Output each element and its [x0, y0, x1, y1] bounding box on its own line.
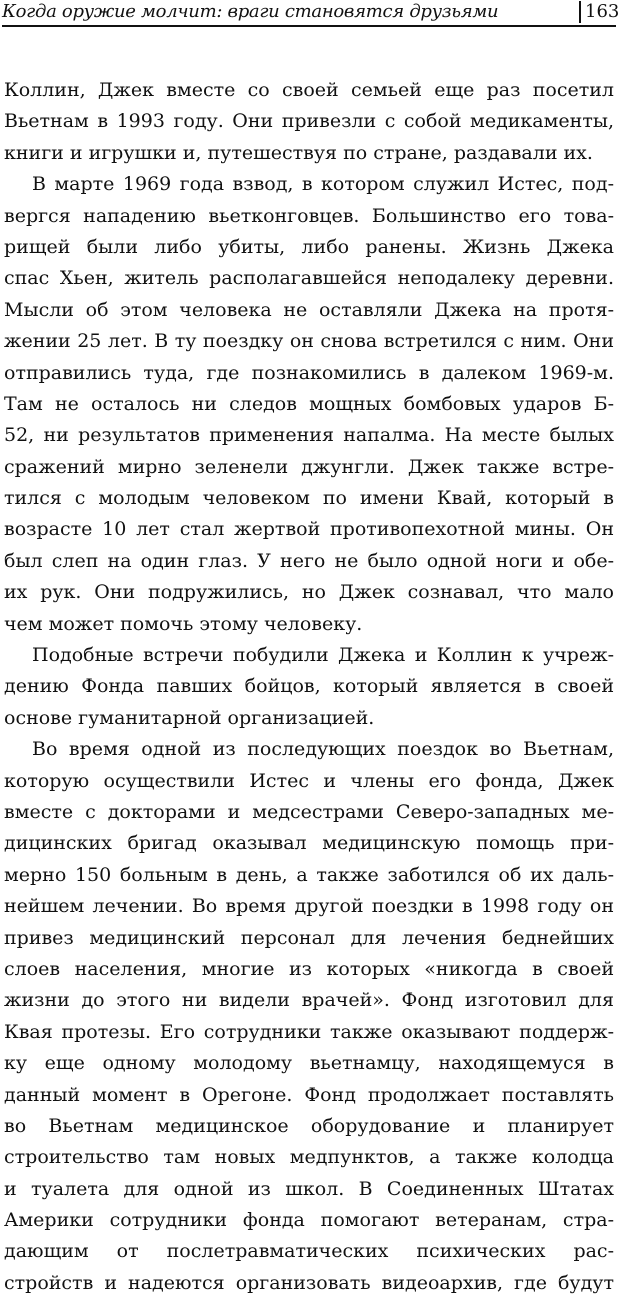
page-number: 163 — [585, 1, 620, 22]
text-line: рищей были либо убиты, либо ранены. Жизнь Джека — [4, 235, 614, 258]
text-line: основе гуманитарной организацией. — [4, 706, 375, 729]
header-separator — [579, 1, 581, 23]
text-line: данный момент в Орегоне. Фонд продолжает поставлять — [4, 1083, 614, 1106]
text-line: чем может помочь этому человеку. — [4, 612, 363, 635]
running-header — [2, 0, 620, 28]
text-line: вергся нападению вьетконговцев. Большинство его това- — [4, 204, 614, 227]
text-line: стройств и надеются организовать видеоархив, где будут — [4, 1271, 614, 1294]
text-line: Вьетнам в 1993 году. Они привезли с собой медикаменты, — [4, 110, 614, 133]
text-line: строительство там новых медпунктов, а также колодца — [4, 1146, 614, 1169]
text-line: возрасте 10 лет стал жертвой противопехотной мины. Он — [4, 518, 614, 541]
text-line: во Вьетнам медицинское оборудование и планирует — [4, 1114, 614, 1137]
text-line: сражений мирно зеленели джунгли. Джек также встре- — [4, 455, 614, 478]
text-line: Квая протезы. Его сотрудники также оказывают поддерж- — [4, 1020, 614, 1043]
text-line: тился с молодым человеком по имени Квай, который в — [4, 487, 614, 510]
text-line: 52, ни результатов применения напалма. На месте былых — [4, 424, 614, 447]
text-line: дицинских бригад оказывал медицинскую помощь при- — [4, 832, 614, 855]
text-line: Америки сотрудники фонда помогают ветеранам, стра- — [4, 1209, 614, 1232]
text-line: жизни до этого ни видели врачей». Фонд изготовил для — [4, 989, 614, 1012]
header-rule — [2, 25, 616, 27]
text-line: привез медицинский персонал для лечения беднейших — [4, 926, 614, 949]
text-line: Коллин, Джек вместе со своей семьей еще раз посетил — [4, 79, 614, 101]
text-line: Подобные встречи побудили Джека и Коллин к учреж- — [32, 644, 614, 667]
running-header-title: Когда оружие молчит: враги становятся друзьями — [2, 1, 499, 22]
text-line: был слеп на один глаз. У него не было одной ноги и обе- — [4, 549, 614, 572]
text-line: дающим от послетравматических психических рас- — [4, 1240, 614, 1263]
text-line: мерно 150 больным в день, а также заботился об их даль- — [4, 863, 614, 886]
text-line: нейшем лечении. Во время другой поездки в 1998 году он — [4, 895, 614, 918]
body-text — [4, 75, 614, 1299]
text-line: спас Хьен, житель располагавшейся неподалеку деревни. — [4, 267, 614, 290]
text-line: жении 25 лет. В ту поездку он снова встретился с ним. Они — [4, 330, 614, 353]
text-line: слоев населения, многие из которых «никогда в своей — [4, 957, 614, 980]
text-line: вместе с докторами и медсестрами Северо-западных ме- — [4, 800, 614, 823]
text-line: которую осуществили Истес и члены его фонда, Джек — [4, 769, 614, 792]
text-line: Мысли об этом человека не оставляли Джека на протя- — [4, 298, 614, 321]
text-line: Во время одной из последующих поездок во Вьетнам, — [32, 738, 614, 761]
text-line: дению Фонда павших бойцов, который является в своей — [4, 675, 614, 698]
text-line: ку еще одному молодому вьетнамцу, находящемуся в — [4, 1052, 614, 1075]
text-line: отправились туда, где познакомились в далеком 1969-м. — [4, 361, 614, 384]
text-line: книги и игрушки и, путешествуя по стране, раздавали их. — [4, 141, 593, 164]
text-line: их рук. Они подружились, но Джек сознавал, что мало — [4, 581, 614, 604]
text-line: и туалета для одной из школ. В Соединенных Штатах — [4, 1177, 614, 1200]
text-line: Там не осталось ни следов мощных бомбовых ударов Б- — [4, 392, 614, 415]
text-line: В марте 1969 года взвод, в котором служил Истес, под- — [32, 173, 614, 196]
